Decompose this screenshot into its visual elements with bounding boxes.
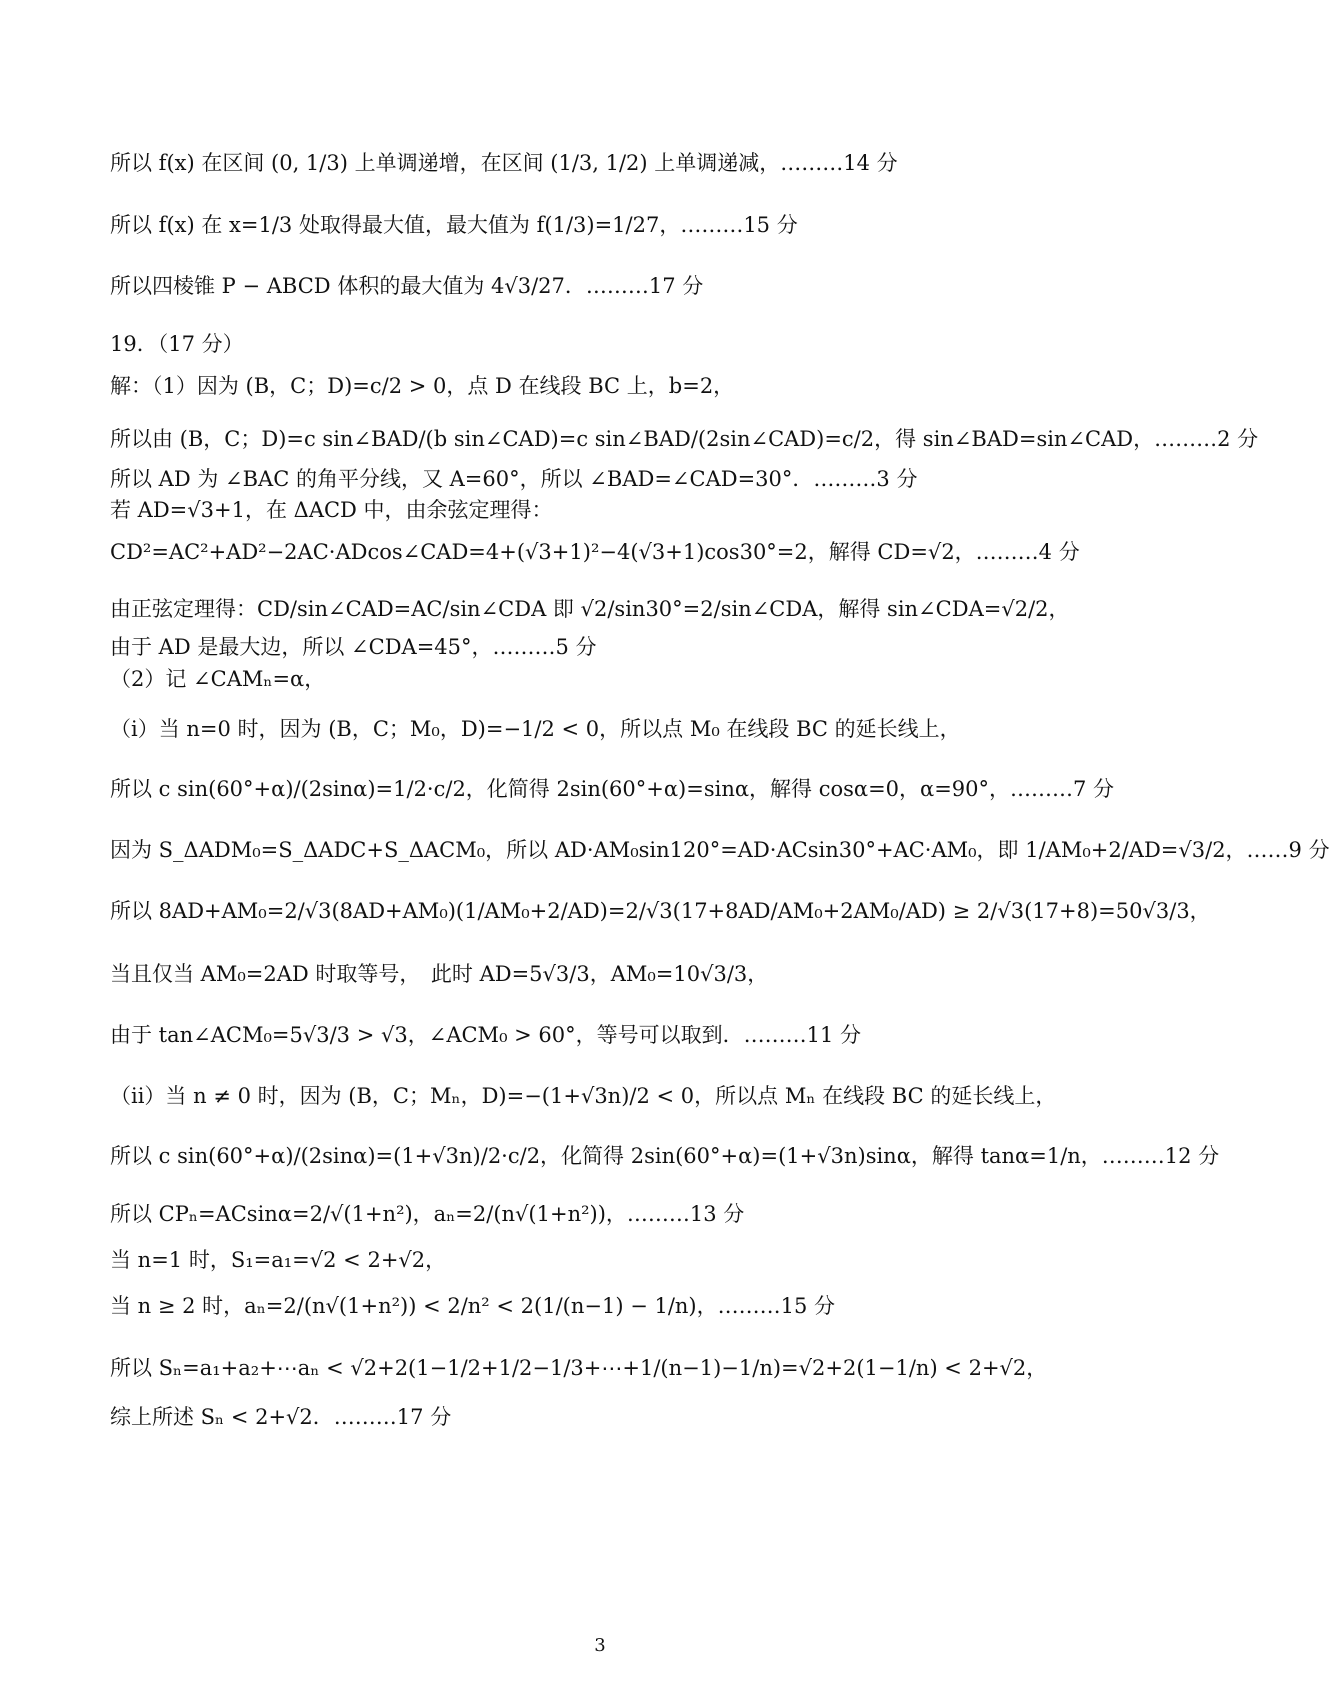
text-line: 所以 f(x) 在区间 (0, 1/3) 上单调递增，在区间 (1/3, 1/2) 上单调递减，………14 分 — [110, 151, 898, 175]
text-line: 由正弦定理得：CD/sin∠CAD=AC/sin∠CDA 即 √2/sin30°=2/sin∠CDA，解得 sin∠CDA=√2/2， — [110, 597, 1070, 621]
text-line: （2）记 ∠CAMₙ=α， — [110, 667, 326, 691]
text-line: 由于 AD 是最大边，所以 ∠CDA=45°，………5 分 — [110, 635, 597, 659]
section-heading: 19．（17 分） — [110, 332, 244, 356]
text-line: 当且仅当 AM₀=2AD 时取等号， 此时 AD=5√3/3，AM₀=10√3/3， — [110, 962, 769, 986]
text-line: 所以 c sin(60°+α)/(2sinα)=1/2·c/2，化简得 2sin(60°+α)=sinα，解得 cosα=0，α=90°，………7 分 — [110, 777, 1115, 801]
text-line: 所以 c sin(60°+α)/(2sinα)=(1+√3n)/2·c/2，化简得 2sin(60°+α)=(1+√3n)sinα，解得 tanα=1/n，………12 分 — [110, 1144, 1220, 1168]
page-number: 3 — [594, 1635, 606, 1656]
text-line: 所以 CPₙ=ACsinα=2/√(1+n²)，aₙ=2/(n√(1+n²))，………13 分 — [110, 1202, 745, 1226]
text-line: 所以四棱锥 P − ABCD 体积的最大值为 4√3/27．………17 分 — [110, 274, 704, 298]
text-line: 若 AD=√3+1，在 ΔACD 中，由余弦定理得： — [110, 498, 553, 522]
text-line: CD²=AC²+AD²−2AC·ADcos∠CAD=4+(√3+1)²−4(√3+1)cos30°=2，解得 CD=√2，………4 分 — [110, 540, 1080, 564]
text-line: 所以 Sₙ=a₁+a₂+⋯aₙ < √2+2(1−1/2+1/2−1/3+⋯+1/(n−1)−1/n)=√2+2(1−1/n) < 2+√2， — [110, 1356, 1048, 1380]
text-line: 由于 tan∠ACM₀=5√3/3 > √3，∠ACM₀ > 60°，等号可以取到．………11 分 — [110, 1023, 862, 1047]
text-line: 因为 S_ΔADM₀=S_ΔADC+S_ΔACM₀，所以 AD·AM₀sin120°=AD·ACsin30°+AC·AM₀，即 1/AM₀+2/AD=√3/2，……9 分 — [110, 838, 1330, 862]
text-line: 所以 8AD+AM₀=2/√3(8AD+AM₀)(1/AM₀+2/AD)=2/√3(17+8AD/AM₀+2AM₀/AD) ≥ 2/√3(17+8)=50√3/3， — [110, 899, 1211, 923]
text-line: 综上所述 Sₙ < 2+√2．………17 分 — [110, 1405, 452, 1429]
text-line: 所以由 (B，C；D)=c sin∠BAD/(b sin∠CAD)=c sin∠BAD/(2sin∠CAD)=c/2，得 sin∠BAD=sin∠CAD，………2 分 — [110, 427, 1259, 451]
text-line: （ii）当 n ≠ 0 时，因为 (B，C；Mₙ，D)=−(1+√3n)/2 < 0，所以点 Mₙ 在线段 BC 的延长线上， — [110, 1084, 1057, 1108]
text-line: （i）当 n=0 时，因为 (B，C；M₀，D)=−1/2 < 0，所以点 M₀ 在线段 BC 的延长线上， — [110, 717, 961, 741]
text-line: 当 n=1 时，S₁=a₁=√2 < 2+√2， — [110, 1248, 447, 1272]
text-line: 当 n ≥ 2 时，aₙ=2/(n√(1+n²)) < 2/n² < 2(1/(n−1) − 1/n)，………15 分 — [110, 1294, 836, 1318]
text-line: 解：（1）因为 (B，C；D)=c/2 > 0，点 D 在线段 BC 上，b=2， — [110, 374, 735, 398]
text-line: 所以 AD 为 ∠BAC 的角平分线，又 A=60°，所以 ∠BAD=∠CAD=30°．………3 分 — [110, 467, 918, 491]
text-line: 所以 f(x) 在 x=1/3 处取得最大值，最大值为 f(1/3)=1/27，………15 分 — [110, 213, 798, 237]
